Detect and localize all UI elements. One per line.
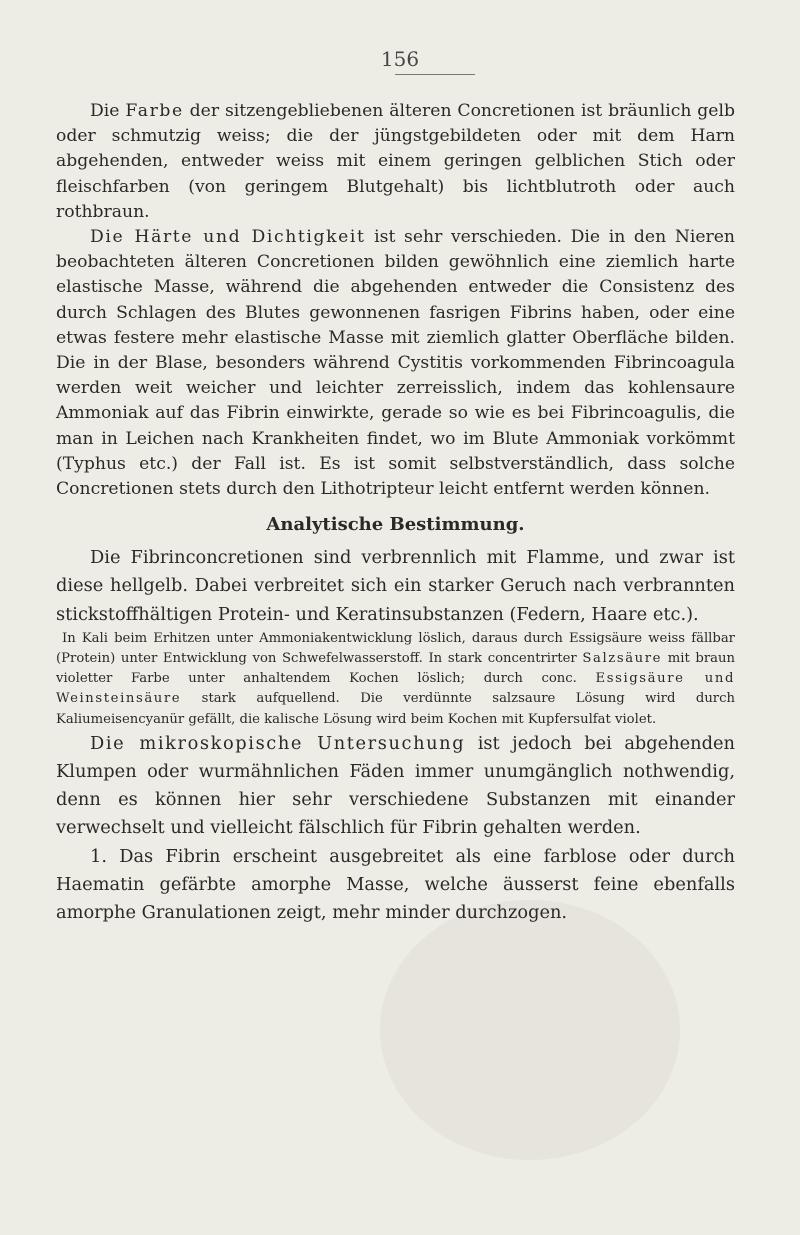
list-number: 1. [90,845,107,867]
paragraph-color-prefix: Die [90,101,126,121]
term-essig-weinsteinsaeure: Essigsäure und Weinsteinsäure [56,671,735,707]
term-haerte-dichtigkeit: Die Härte und Dichtigkeit [90,227,366,248]
page-content [56,99,735,927]
page-number-rule [395,74,475,75]
paragraph-chemistry [56,629,735,730]
paragraph-chemistry-text: stark aufquellend. Die verdünnte salzsaure Lösung wird durch Kaliumeisencyanür gefällt, die kalische Lösung wird beim Kochen mit Kupfersulfat violet. [56,691,735,727]
paragraph-fibrin-text: Das Fibrin erscheint ausgebreitet als eine farblose oder durch Haematin gefärbte amorphe Masse, welche äusserst feine ebenfalls amorphe Granulationen zeigt, mehr minder durchzogen. [56,845,735,924]
paragraph-chemistry-middle: mit braun violetter Farbe unter anhaltendem Kochen löslich; durch conc. [56,651,735,687]
term-mikroskopische-untersuchung: Die mikroskopische Untersuchung [90,732,466,754]
term-farbe: Farbe [125,101,184,121]
paragraph-color-text: der sitzengebliebenen älteren Concretionen ist bräunlich gelb oder schmutzig weiss; die der jüngstgebildeten oder mit dem Harn abgehenden, entweder weiss mit einem geringen gelblichen Stich oder fleischfarben (von geringem Blutgehalt) bis lichtblutroth oder auch rothbraun. [56,101,735,222]
paragraph-hardness [56,225,735,502]
term-salzsaeure: Salzsäure [582,651,663,667]
paragraph-microscopy-text: ist jedoch bei abgehenden Klumpen oder wurmähnlichen Fäden immer unumgänglich nothwendig, denn es können hier sehr verschiedene Substanzen mit einander verwechselt und vielleicht fälschlich für Fibrin gehalten werden. [56,732,735,839]
paragraph-hardness-text: ist sehr verschieden. Die in den Nieren beobachteten älteren Concretionen bilden gewöhnlich eine ziemlich harte elastische Masse, während die abgehenden entweder die Consistenz des durch Schlagen des Blutes gewonnenen fasrigen Fibrins haben, oder eine etwas festere mehr elastische Masse mit ziemlich glatter Oberfläche bilden. Die in der Blase, besonders während Cystitis vorkommenden Fibrincoagula werden weit weicher und leichter zerreisslich, indem das kohlensaure Ammoniak auf das Fibrin einwirkte, gerade so wie es bei Fibrincoagulis, die man in Leichen nach Krankheiten findet, wo im Blute Ammoniak vorkömmt (Typhus etc.) der Fall ist. Es ist somit selbstverständlich, dass solche Concretionen stets durch den Lithotripteur leicht entfernt werden können. [56,227,735,500]
paragraph-microscopy [56,730,735,843]
section-heading: Analytische Bestimmung. [266,514,525,536]
paragraph-combustion: Die Fibrinconcretionen sind verbrennlich mit Flamme, und zwar ist diese hellgelb. Dabei verbreitet sich ein starker Geruch nach verbrannten stickstoffhältigen Protein- und Keratinsubstanzen (Federn, Haare etc.). [56,547,735,625]
page-number: 156 [380,47,420,71]
paragraph-fibrin-item [56,843,735,928]
paragraph-color [56,99,735,225]
paper-stain [380,900,680,1160]
paragraph-chemistry-prefix: In Kali beim Erhitzen unter Ammoniakentwicklung löslich, daraus durch Essigsäure weiss fällbar (Protein) unter Entwicklung von Schwefelwasserstoff. In stark concentrirter [56,630,735,667]
